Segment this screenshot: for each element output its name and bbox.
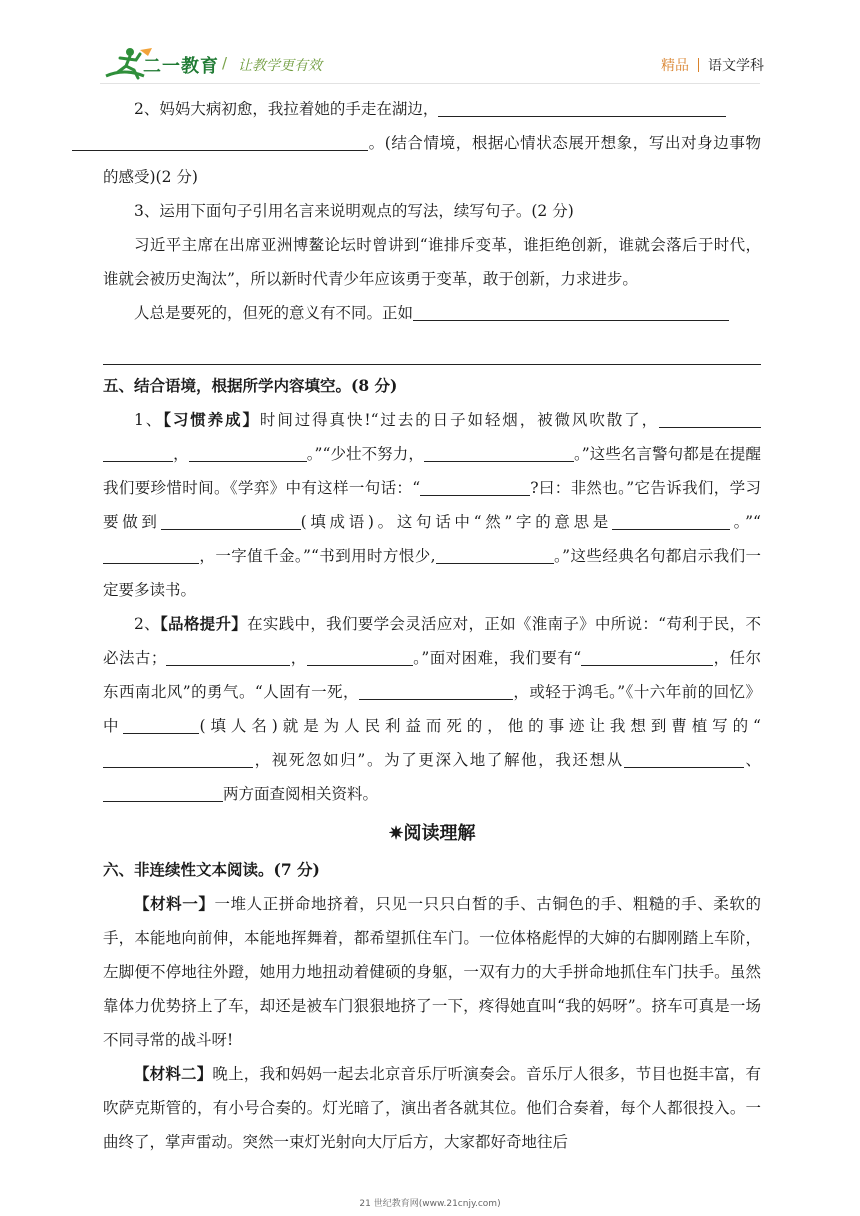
reading-heading xyxy=(103,817,761,851)
text: 。”“少壮不努力， xyxy=(306,445,424,463)
answer-blank[interactable] xyxy=(189,443,307,462)
habit-tag: 【习惯养成】 xyxy=(163,410,260,429)
material-1-text: 一堆人正拼命地挤着，只见一只只白皙的手、古铜色的手、粗糙的手、柔软的手，本能地向前伸，本能地挥舞着，都希望抓住车门。一位体格彪悍的大婶的右脚刚踏上车阶，左脚便不停地往外蹬，她用力地扭动着健硕的身躯，一双有力的大手拼命地抓住车门扶手。虽然靠体力优势挤上了车，却还是被车门狠狠地挤了一下，疼得她直叫“我的妈呀”。挤车可真是一场不同寻常的战斗呀! xyxy=(103,895,761,1049)
material-1 xyxy=(103,887,761,1057)
answer-blank[interactable] xyxy=(161,511,301,530)
q2-line xyxy=(103,92,761,194)
answer-blank[interactable] xyxy=(424,443,574,462)
material-2 xyxy=(103,1057,761,1159)
star-icon: ✷ xyxy=(388,823,404,844)
reading-heading-text: 阅读理解 xyxy=(403,823,476,844)
answer-blank[interactable] xyxy=(166,647,290,666)
q3-start: 人总是要死的，但死的意义有不同。正如 xyxy=(134,304,414,322)
section-5-q2 xyxy=(103,607,761,811)
text: 、 xyxy=(743,751,761,769)
quality-label: 精品 xyxy=(661,58,689,74)
answer-blank[interactable] xyxy=(72,132,368,151)
text: 时间过得真快!“过去的日子如轻烟，被微风吹散了， xyxy=(259,411,659,429)
answer-blank[interactable] xyxy=(438,98,726,117)
text: ，视死忽如归”。为了更深入地了解他，我还想从 xyxy=(253,751,624,769)
text: (填人名)就是为人民利益而死的，他的事迹让我想到曹植写的“ xyxy=(199,717,761,735)
text: 。”面对困难，我们要有“ xyxy=(412,649,582,667)
text: ， xyxy=(173,445,189,463)
answer-blank[interactable] xyxy=(436,545,554,564)
q3-answer xyxy=(103,296,761,330)
answer-blank[interactable] xyxy=(103,443,173,462)
section-5-title: 五、结合语境，根据所学内容填空。(8 分) xyxy=(103,376,398,395)
answer-blank[interactable] xyxy=(359,681,443,700)
answer-blank[interactable] xyxy=(443,681,513,700)
text: ， xyxy=(290,649,307,667)
answer-blank[interactable] xyxy=(624,749,744,768)
answer-line[interactable] xyxy=(103,330,761,365)
q3-example: 习近平主席在出席亚洲博鳌论坛时曾讲到“谁排斥变革，谁拒绝创新，谁就会落后于时代，谁就会被历史淘汰”，所以新时代青少年应该勇于变革，敢于创新，力求进步。 xyxy=(103,236,761,288)
section-5-q1 xyxy=(103,403,761,607)
subject-label: 语文学科 xyxy=(708,58,764,74)
page-footer: 21 世纪教育网(www.21cnjy.com) xyxy=(359,1199,501,1209)
text: 在实践中，我们要学会灵活应对，正如《淮南子》中所说：“苟利于民，不必法古； xyxy=(103,615,761,667)
brand-name: 二一教育 xyxy=(143,56,219,77)
text: 两方面查阅相关资料。 xyxy=(223,785,379,803)
header-slash: / xyxy=(222,54,228,72)
header-divider xyxy=(100,83,760,84)
q-number: 1、 xyxy=(134,411,164,429)
answer-blank[interactable] xyxy=(413,302,729,321)
material-1-tag: 【材料一】 xyxy=(134,894,215,913)
q-number: 2、 xyxy=(134,615,160,633)
answer-blank[interactable] xyxy=(420,477,530,496)
subject-tag xyxy=(661,55,764,75)
text: 。”“ xyxy=(729,513,761,531)
text: ，或轻于鸿毛。”《十六年前的回忆》中 xyxy=(103,683,761,735)
q3-title: 3、运用下面句子引用名言来说明观点的写法，续写句子。(2 分) xyxy=(134,202,574,220)
material-2-tag: 【材料二】 xyxy=(134,1064,213,1083)
brand-slogan: 让教学更有效 xyxy=(238,58,322,74)
answer-blank[interactable] xyxy=(581,647,713,666)
answer-blank[interactable] xyxy=(659,409,761,428)
q2-text-a: 2、妈妈大病初愈，我拉着她的手走在湖边， xyxy=(134,100,439,118)
tag-divider xyxy=(698,58,699,72)
answer-blank[interactable] xyxy=(612,511,730,530)
material-2-text: 晚上，我和妈妈一起去北京音乐厅听演奏会。音乐厅人很多，节目也挺丰富，有吹萨克斯管的，有小号合奏的。灯光暗了，演出者各就其位。他们合奏着，每个人都很投入。一曲终了，掌声雷动。突然一束灯光射向大厅后方，大家都好奇地往后 xyxy=(103,1065,761,1151)
text: ，一字值千金。”“书到用时方恨少, xyxy=(199,547,436,565)
text: ，任尔东西南北风”的勇气。“人固有一死， xyxy=(103,649,761,701)
q2-text-b: 。(结合情境，根据心情状态展开想象，写出对身边事物的感受)(2 分) xyxy=(103,134,761,186)
section-6-title: 六、非连续性文本阅读。(7 分) xyxy=(103,860,320,879)
answer-blank[interactable] xyxy=(307,647,413,666)
document-body xyxy=(103,92,761,1159)
answer-blank[interactable] xyxy=(123,715,199,734)
answer-blank[interactable] xyxy=(103,749,253,768)
text: ?曰：非然也。”它告诉我们，学习要做到 xyxy=(103,479,761,531)
character-tag: 【品格提升】 xyxy=(159,614,248,633)
answer-blank[interactable] xyxy=(103,783,223,802)
text: 。”这些经典名句都启示我们一定要多读书。 xyxy=(103,547,761,599)
page-header xyxy=(0,0,860,90)
text: (填成语)。这句话中“然”字的意思是 xyxy=(300,513,612,531)
answer-blank[interactable] xyxy=(103,545,199,564)
text: 。”这些名言警句都是在提醒我们要珍惜时间。《学弈》中有这样一句话：“ xyxy=(103,445,761,497)
